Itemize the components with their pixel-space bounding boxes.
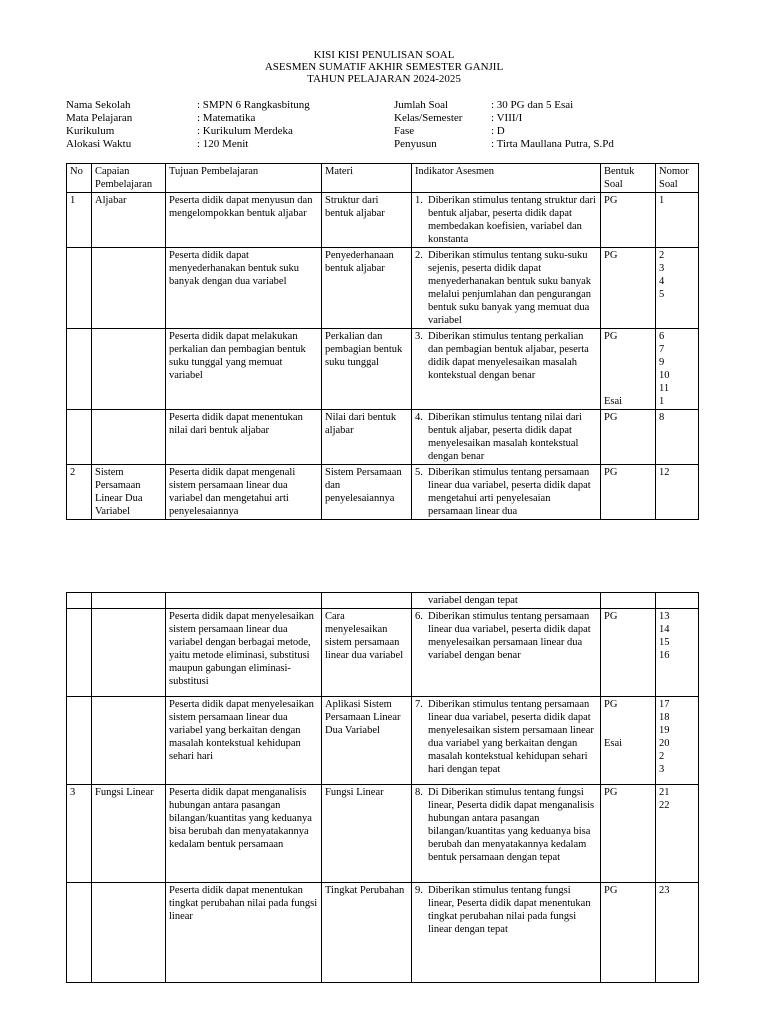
bentuk-soal: PG	[604, 787, 618, 798]
cell-indikator	[412, 697, 601, 785]
bentuk-soal: Esai	[604, 738, 623, 749]
cell-bentuk	[601, 883, 656, 983]
info-value: : Matematika	[197, 112, 256, 124]
table-row	[67, 193, 699, 248]
cell-indikator	[412, 248, 601, 329]
info-label: Mata Pelajaran	[66, 112, 133, 124]
cell-capaian	[92, 883, 166, 983]
cell-nomor	[656, 465, 699, 520]
cell-bentuk	[601, 697, 656, 785]
cell-tujuan: Peserta didik dapat menyelesaikan sistem persamaan linear dua variabel dengan berbagai metode, yaitu metode eliminasi, substitusi maupun gabungan eliminasi-substitusi	[166, 609, 322, 697]
nomor-soal: 17 18 19 20	[659, 699, 670, 749]
cell-materi: Fungsi Linear	[322, 785, 412, 883]
indikator-text: Diberikan stimulus tentang struktur dari bentuk aljabar, peserta didik dapat membedakan koefisien, variabel dan konstanta	[428, 195, 596, 245]
indikator-text: Diberikan stimulus tentang persamaan linear dua variabel, peserta didik dapat menyelesaikan sistem persamaan linear dua variabel yang berkaitan dengan masalah kontekstual kehidupan sehari hari dengan tepat	[428, 699, 594, 775]
cell-materi: Tingkat Perubahan	[322, 883, 412, 983]
cell-tujuan: Peserta didik dapat menyederhanakan bentuk suku banyak dengan dua variabel	[166, 248, 322, 329]
document-subtitle: ASESMEN SUMATIF AKHIR SEMESTER GANJIL	[264, 61, 504, 73]
table-row	[67, 329, 699, 410]
info-label: Kurikulum	[66, 125, 115, 137]
info-value: : Tirta Maullana Putra, S.Pd	[491, 138, 614, 150]
bentuk-soal: PG	[604, 412, 618, 423]
cell-nomor	[656, 593, 699, 609]
academic-year: TAHUN PELAJARAN 2024-2025	[307, 73, 461, 85]
header-capaian: Capaian Pembelajaran	[92, 164, 166, 193]
indikator-text: Diberikan stimulus tentang suku-suku sejenis, peserta didik dapat menyederhanakan bentuk suku banyak melalui penjumlahan dan pengurangan bentuk suku banyak yang memuat dua variabel	[428, 250, 591, 326]
cell-tujuan: Peserta didik dapat menyusun dan mengelompokkan bentuk aljabar	[166, 193, 322, 248]
table-row	[67, 785, 699, 883]
table-row	[67, 410, 699, 465]
cell-capaian: Fungsi Linear	[92, 785, 166, 883]
cell-capaian: Aljabar	[92, 193, 166, 248]
nomor-soal: 12	[659, 467, 670, 478]
indikator-text: Di Diberikan stimulus tentang fungsi linear, Peserta didik dapat menganalisis hubungan antara pasangan bilangan/kuantitas yang keduanya bisa berubah dan menyatakannya kedalam bentuk persamaan dengan tepat	[428, 787, 595, 863]
cell-tujuan: Peserta didik dapat melakukan perkalian dan pembagian bentuk suku tunggal yang memuat variabel	[166, 329, 322, 410]
cell-capaian	[92, 697, 166, 785]
cell-indikator	[412, 329, 601, 410]
table-header-row	[67, 164, 699, 193]
header-materi: Materi	[322, 164, 412, 193]
cell-tujuan: Peserta didik dapat menganalisis hubungan antara pasangan bilangan/kuantitas yang keduanya bisa berubah dan menyatakannya kedalam bentuk persamaan	[166, 785, 322, 883]
info-value: : VIII/I	[491, 112, 523, 124]
indikator-text: Diberikan stimulus tentang perkalian dan pembagian bentuk aljabar, peserta didik dapat menyelesaikan masalah kontekstual dengan benar	[428, 331, 589, 381]
info-value: : D	[491, 125, 505, 137]
cell-nomor	[656, 883, 699, 983]
cell-no: 2	[67, 465, 92, 520]
cell-capaian	[92, 410, 166, 465]
cell-no	[67, 697, 92, 785]
cell-materi: Perkalian dan pembagian bentuk suku tunggal	[322, 329, 412, 410]
indikator-number: 6.	[415, 611, 423, 622]
info-value: : SMPN 6 Rangkasbitung	[197, 99, 310, 111]
cell-no	[67, 329, 92, 410]
cell-no	[67, 410, 92, 465]
indikator-number: 7.	[415, 699, 423, 710]
cell-materi: Struktur dari bentuk aljabar	[322, 193, 412, 248]
cell-capaian	[92, 609, 166, 697]
cell-capaian	[92, 329, 166, 410]
cell-materi: Penyederhanaan bentuk aljabar	[322, 248, 412, 329]
bentuk-soal: PG	[604, 611, 618, 622]
info-value: : 30 PG dan 5 Esai	[491, 99, 574, 111]
table-row	[67, 248, 699, 329]
info-label: Kelas/Semester	[394, 112, 463, 124]
cell-nomor	[656, 193, 699, 248]
indikator-number: 4.	[415, 412, 423, 423]
info-label: Nama Sekolah	[66, 99, 131, 111]
cell-no	[67, 609, 92, 697]
bentuk-soal: Esai	[604, 396, 623, 407]
table-row	[67, 697, 699, 785]
nomor-soal: 1	[659, 195, 665, 206]
cell-nomor	[656, 410, 699, 465]
cell-capaian: Sistem Persamaan Linear Dua Variabel	[92, 465, 166, 520]
info-label: Alokasi Waktu	[66, 138, 132, 150]
indikator-number: 2.	[415, 250, 423, 261]
indikator-number: 8.	[415, 787, 423, 798]
indikator-text: Diberikan stimulus tentang persamaan linear dua variabel, peserta didik dapat menyelesaikan persamaan linear dua variabel dengan benar	[428, 611, 591, 661]
cell-bentuk	[601, 609, 656, 697]
header-tujuan: Tujuan Pembelajaran	[166, 164, 322, 193]
info-label: Fase	[394, 125, 415, 137]
cell-materi: Aplikasi Sistem Persamaan Linear Dua Variabel	[322, 697, 412, 785]
indikator-number: 3.	[415, 331, 423, 342]
cell-materi: Sistem Persamaan dan penyelesaiannya	[322, 465, 412, 520]
cell-nomor	[656, 609, 699, 697]
cell-tujuan: Peserta didik dapat mengenali sistem persamaan linear dua variabel dan mengetahui arti penyelesaiannya	[166, 465, 322, 520]
cell-bentuk	[601, 465, 656, 520]
info-label: Jumlah Soal	[394, 99, 449, 111]
cell-no: 1	[67, 193, 92, 248]
nomor-soal: 1	[659, 396, 665, 407]
cell-indikator	[412, 465, 601, 520]
header-no: No	[67, 164, 92, 193]
cell-tujuan	[166, 593, 322, 609]
nomor-soal: 23	[659, 885, 670, 896]
indikator-number: 5.	[415, 467, 423, 478]
info-value: : Kurikulum Merdeka	[197, 125, 293, 137]
cell-nomor	[656, 785, 699, 883]
cell-no	[67, 248, 92, 329]
cell-indikator	[412, 410, 601, 465]
cell-no	[67, 593, 92, 609]
bentuk-soal: PG	[604, 467, 618, 478]
cell-nomor	[656, 248, 699, 329]
nomor-soal: 6 7 9 10 11	[659, 331, 670, 394]
info-label: Penyusun	[394, 138, 437, 150]
nomor-soal: 2 3	[659, 751, 665, 775]
cell-no: 3	[67, 785, 92, 883]
cell-indikator	[412, 883, 601, 983]
cell-bentuk	[601, 193, 656, 248]
bentuk-soal: PG	[604, 885, 618, 896]
indikator-number	[415, 594, 428, 607]
indikator-text: Diberikan stimulus tentang nilai dari bentuk aljabar, peserta didik dapat menyelesaikan masalah kontekstual dengan benar	[428, 412, 582, 462]
cell-capaian	[92, 593, 166, 609]
cell-indikator	[412, 609, 601, 697]
nomor-soal: 13 14 15 16	[659, 611, 670, 661]
header-indikator: Indikator Asesmen	[412, 164, 601, 193]
table-row	[67, 465, 699, 520]
cell-tujuan: Peserta didik dapat menentukan nilai dari bentuk aljabar	[166, 410, 322, 465]
cell-bentuk	[601, 329, 656, 410]
cell-indikator	[412, 593, 601, 609]
nomor-soal: 21 22	[659, 787, 670, 811]
cell-tujuan: Peserta didik dapat menyelesaikan sistem persamaan linear dua variabel yang berkaitan dengan masalah kontekstual kehidupan sehari hari	[166, 697, 322, 785]
cell-bentuk	[601, 248, 656, 329]
cell-materi	[322, 593, 412, 609]
cell-materi: Nilai dari bentuk aljabar	[322, 410, 412, 465]
bentuk-soal: PG	[604, 195, 618, 206]
nomor-soal: 8	[659, 412, 665, 423]
cell-bentuk	[601, 785, 656, 883]
header-nomor: Nomor Soal	[656, 164, 699, 193]
nomor-soal: 2 3 4 5	[659, 250, 665, 300]
cell-indikator	[412, 193, 601, 248]
indikator-number: 1.	[415, 195, 423, 206]
indikator-number: 9.	[415, 885, 423, 896]
cell-no	[67, 883, 92, 983]
info-value: : 120 Menit	[197, 138, 249, 150]
bentuk-soal: PG	[604, 250, 618, 261]
bentuk-soal: PG	[604, 699, 618, 710]
cell-materi: Cara menyelesaikan sistem persamaan linear dua variabel	[322, 609, 412, 697]
indikator-text: Diberikan stimulus tentang fungsi linear, Peserta didik dapat menentukan tingkat perubahan nilai pada fungsi linear dengan tepat	[428, 885, 591, 935]
cell-indikator	[412, 785, 601, 883]
cell-nomor	[656, 697, 699, 785]
table-row	[67, 593, 699, 609]
kisi-kisi-table-page-2	[66, 592, 699, 983]
cell-nomor	[656, 329, 699, 410]
kisi-kisi-table-page-1	[66, 163, 699, 520]
table-row	[67, 883, 699, 983]
cell-capaian	[92, 248, 166, 329]
document-title: KISI KISI PENULISAN SOAL	[313, 49, 455, 61]
cell-bentuk	[601, 593, 656, 609]
indikator-text: Diberikan stimulus tentang persamaan linear dua variabel, peserta didik dapat mengetahui arti penyelesaian persamaan linear dua	[428, 467, 591, 517]
table-row	[67, 609, 699, 697]
cell-bentuk	[601, 410, 656, 465]
header-bentuk: Bentuk Soal	[601, 164, 656, 193]
indikator-text: variabel dengan tepat	[428, 595, 518, 606]
cell-tujuan: Peserta didik dapat menentukan tingkat perubahan nilai pada fungsi linear	[166, 883, 322, 983]
bentuk-soal: PG	[604, 331, 618, 342]
